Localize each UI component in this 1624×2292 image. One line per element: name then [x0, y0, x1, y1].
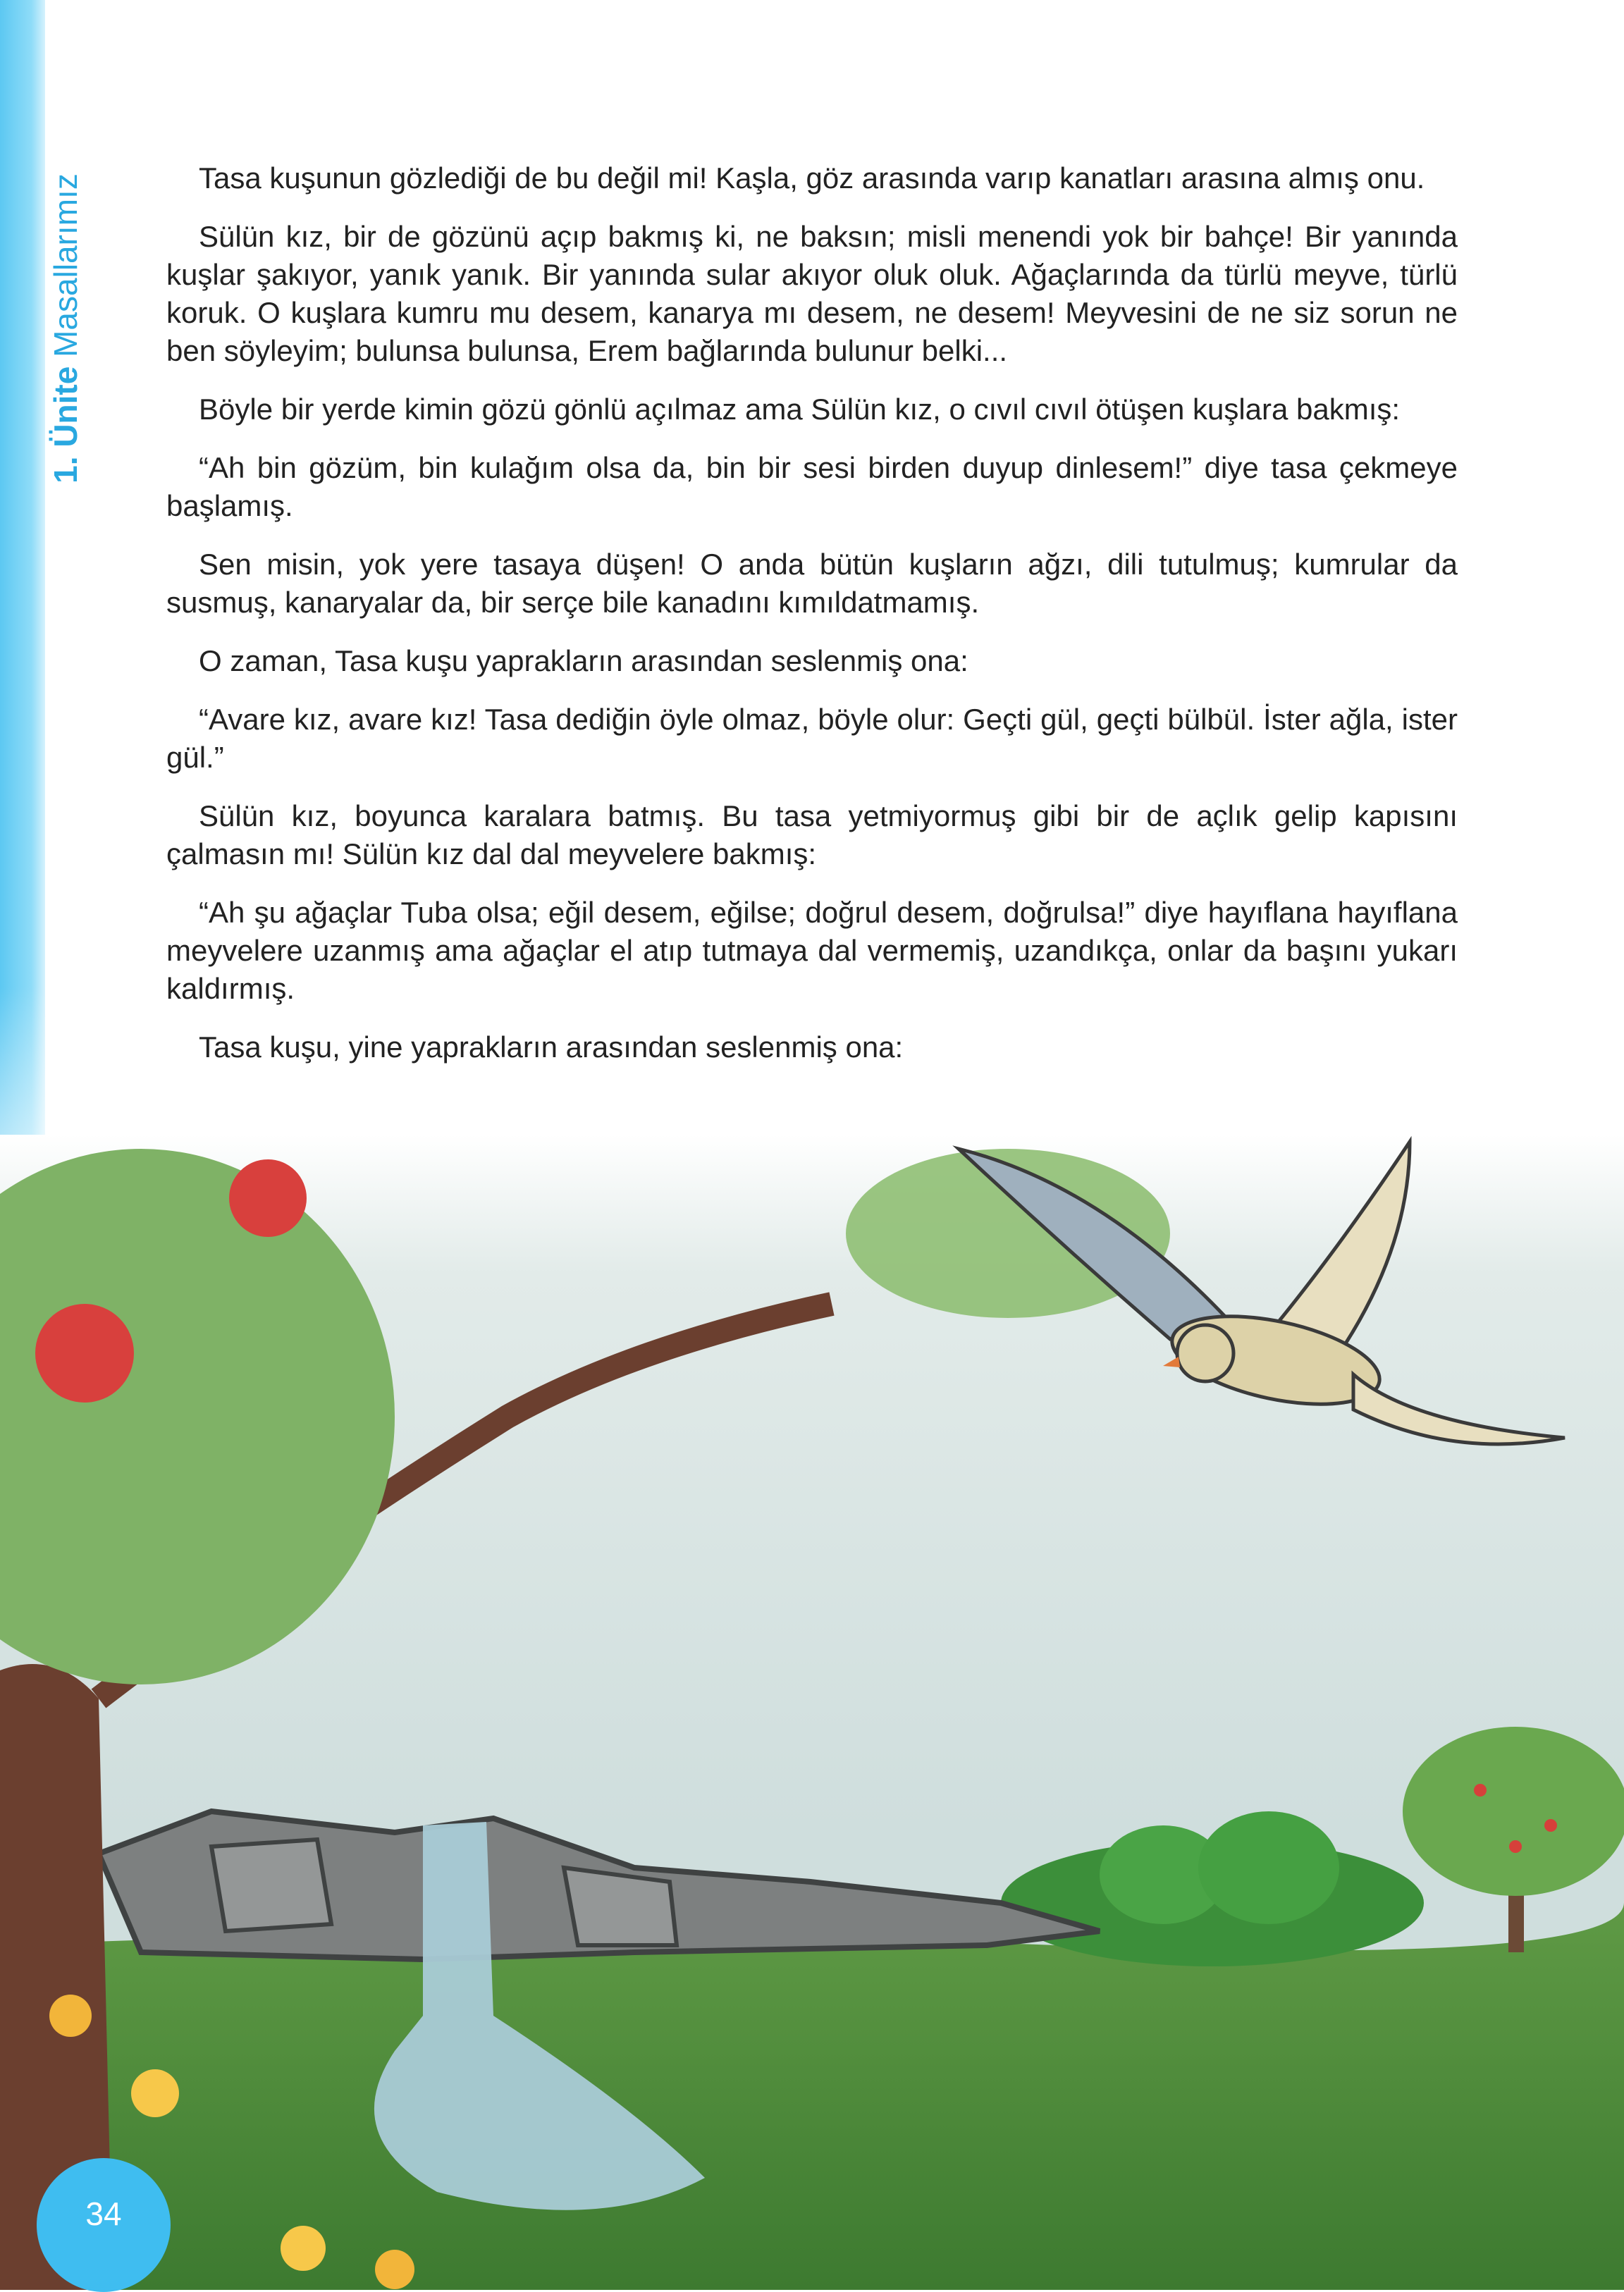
paragraph: “Ah bin gözüm, bin kulağım olsa da, bin bir sesi birden duyup dinlesem!” diye tasa çekmeye başlamış.	[166, 451, 1458, 522]
story-text	[166, 159, 1458, 1087]
unit-label	[47, 173, 85, 483]
paragraph: “Ah şu ağaçlar Tuba olsa; eğil desem, eğilse; doğrul desem, doğrulsa!” diye hayıflana hayıflana meyvelere uzanmış ama ağaçlar el atıp tutmaya dal vermemiş, uzandıkça, onlar da başını yukarı kaldırmış.	[166, 896, 1458, 1005]
paragraph: “Avare kız, avare kız! Tasa dediğin öyle olmaz, böyle olur: Geçti gül, geçti bülbül. İster ağla, ister gül.”	[166, 703, 1458, 774]
page-number: 34	[85, 2195, 122, 2232]
garden-illustration	[0, 1135, 1624, 2290]
paragraph: Tasa kuşunun gözlediği de bu değil mi! Kaşla, göz arasında varıp kanatları arasına almış onu.	[199, 161, 1425, 195]
paragraph: Tasa kuşu, yine yaprakların arasından seslenmiş ona:	[199, 1030, 904, 1064]
apple	[35, 1304, 134, 1403]
meadow	[0, 1903, 1624, 2290]
unit-color-strip	[0, 0, 45, 1269]
paragraph: Böyle bir yerde kimin gözü gönlü açılmaz ama Sülün kız, o cıvıl cıvıl ötüşen kuşlara bakmış:	[199, 393, 1401, 426]
apple	[229, 1159, 307, 1237]
paragraph: O zaman, Tasa kuşu yaprakların arasından seslenmiş ona:	[199, 644, 968, 677]
page-number-badge	[37, 2158, 171, 2292]
unit-title: Masallarımız	[47, 173, 84, 357]
unit-number: 1. Ünite	[47, 366, 84, 483]
paragraph: Sülün kız, boyunca karalara batmış. Bu tasa yetmiyormuş gibi bir de açlık gelip kapısını çalmasın mı! Sülün kız dal dal meyvelere bakmış:	[166, 799, 1458, 870]
paragraph: Sen misin, yok yere tasaya düşen! O anda bütün kuşların ağzı, dili tutulmuş; kumrular da susmuş, kanaryalar da, bir serçe bile kanadını kımıldatmamış.	[166, 548, 1458, 619]
paragraph: Sülün kız, bir de gözünü açıp bakmış ki, ne baksın; misli menendi yok bir bahçe! Bir yanında kuşlar şakıyor, yanık yanık. Bir yanında sular akıyor oluk oluk. Ağaçlarında da türlü meyve, türlü koruk. O kuşlara kumru mu desem, kanarya mı desem, ne desem! Meyvesini de ne siz sorun ne ben söyleyim; bulunsa bulunsa, Erem bağlarında bulunur belki...	[166, 220, 1458, 367]
